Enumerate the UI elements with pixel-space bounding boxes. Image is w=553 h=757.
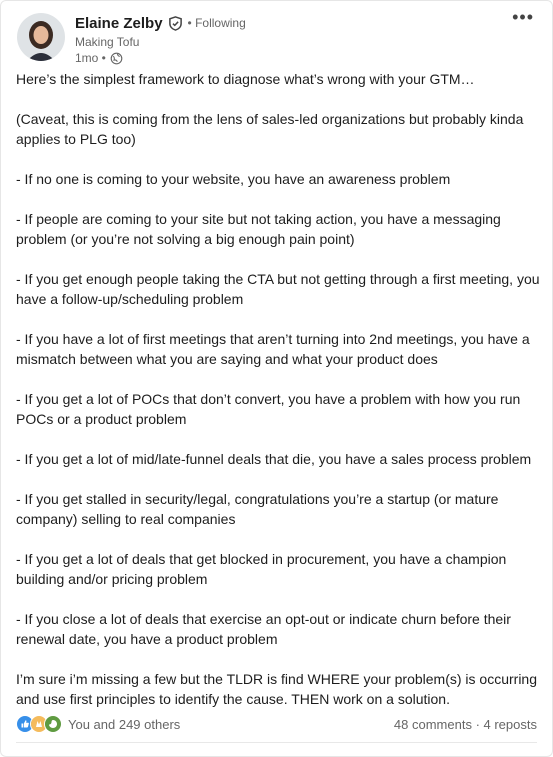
post-paragraph: - If you get stalled in security/legal, congratulations you’re a startup (or mature company) selling to real companies [16, 491, 499, 527]
post-paragraph: - If you get a lot of mid/late-funnel deals that die, you have a sales process problem [16, 451, 532, 467]
social-counts-bar [16, 715, 537, 733]
post-paragraph: - If you get enough people taking the CTA but not getting through a first meeting, you have a follow-up/scheduling problem [16, 271, 540, 307]
post-paragraph: - If no one is coming to your website, you have an awareness problem [16, 171, 451, 187]
comments-count[interactable]: 48 comments [393, 716, 472, 732]
reposts-count[interactable]: 4 reposts [483, 716, 537, 732]
author-meta [75, 13, 246, 65]
stats-separator: · [471, 716, 484, 732]
verified-shield-icon [168, 16, 183, 31]
support-reaction-icon [44, 715, 62, 733]
post-paragraph: I’m sure i’m missing a few but the TLDR is find WHERE your problem(s) is occurring and use first principles to identify the cause. THEN work on a solution. [16, 671, 538, 707]
post-paragraph: - If you get a lot of deals that get blocked in procurement, you have a champion building and/or pricing problem [16, 551, 507, 587]
author-name[interactable]: Elaine Zelby [75, 14, 163, 32]
engagement-stats [394, 717, 537, 732]
post-paragraph: - If you have a lot of first meetings that aren’t turning into 2nd meetings, you have a mismatch between what you are saying and what your product does [16, 331, 530, 367]
more-options-icon[interactable]: ••• [512, 7, 534, 27]
post-time-row [75, 51, 246, 65]
post-paragraph: - If people are coming to your site but not taking action, you have a messaging problem (or you’re not solving a big enough pain point) [16, 211, 501, 247]
author-avatar[interactable] [17, 13, 65, 61]
post-time: 1mo • [75, 51, 106, 65]
post-paragraph: - If you close a lot of deals that exercise an opt-out or indicate churn before their renewal date, you have a product problem [16, 611, 511, 647]
author-name-row [75, 13, 246, 33]
reactions-summary[interactable] [16, 715, 180, 733]
post-paragraph: Here’s the simplest framework to diagnose what’s wrong with your GTM… [16, 71, 475, 87]
following-status[interactable]: • Following [187, 16, 246, 30]
globe-icon [110, 52, 123, 65]
author-subtitle: Making Tofu [75, 35, 140, 49]
post-header [17, 13, 246, 65]
post-body [16, 69, 542, 709]
footer-divider [16, 742, 537, 743]
reactions-count[interactable]: You and 249 others [68, 716, 181, 732]
post-paragraph: (Caveat, this is coming from the lens of sales-led organizations but probably kinda applies to PLG too) [16, 111, 524, 147]
post-paragraph: - If you get a lot of POCs that don’t convert, you have a problem with how you run POCs or a product problem [16, 391, 521, 427]
